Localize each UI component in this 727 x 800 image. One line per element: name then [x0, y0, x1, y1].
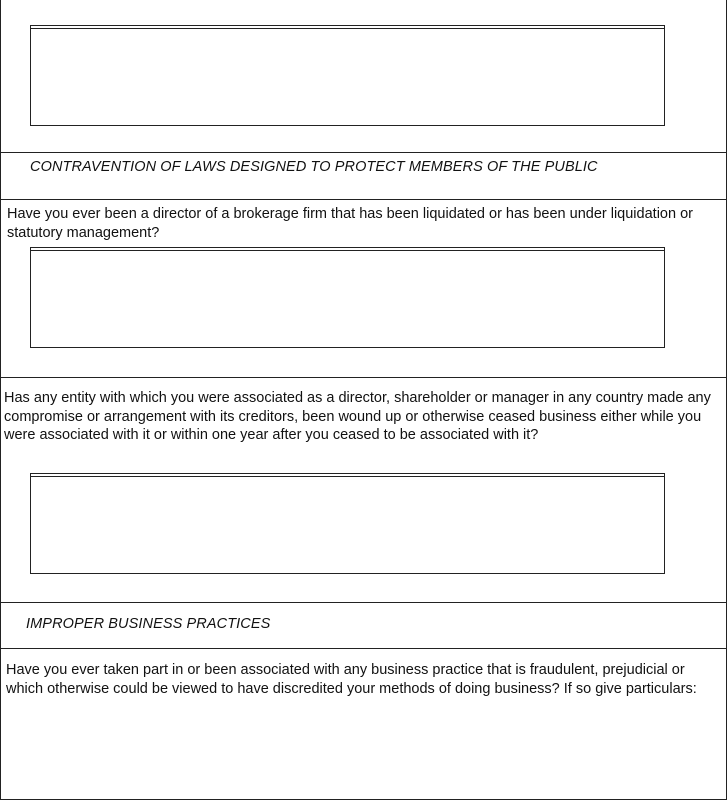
question-entity-compromise: Has any entity with which you were associated as a director, shareholder or manager in any country made any compromise or arrangement with its creditors, been wound up or otherwise ceased business either while you were associated with it or within one year after you ceased to be associated with it? — [4, 390, 711, 443]
answer-box-brokerage-director[interactable] — [30, 247, 665, 348]
divider — [0, 199, 727, 200]
divider — [0, 377, 727, 378]
question-brokerage-director: Have you ever been a director of a brokerage firm that has been liquidated or has been under liquidation or statutory management? — [7, 206, 693, 241]
answer-box-entity-compromise[interactable] — [30, 473, 665, 574]
section-title-improper-practices: IMPROPER BUSINESS PRACTICES — [26, 616, 271, 632]
section-title-contravention: CONTRAVENTION OF LAWS DESIGNED TO PROTECT MEMBERS OF THE PUBLIC — [30, 159, 598, 175]
answer-box-previous[interactable] — [30, 25, 665, 126]
divider — [0, 648, 727, 649]
divider — [0, 602, 727, 603]
divider — [0, 152, 727, 153]
question-improper-practice: Have you ever taken part in or been associated with any business practice that is fraudulent, prejudicial or which otherwise could be viewed to have discredited your methods of doing business? If so give particulars: — [6, 662, 697, 697]
